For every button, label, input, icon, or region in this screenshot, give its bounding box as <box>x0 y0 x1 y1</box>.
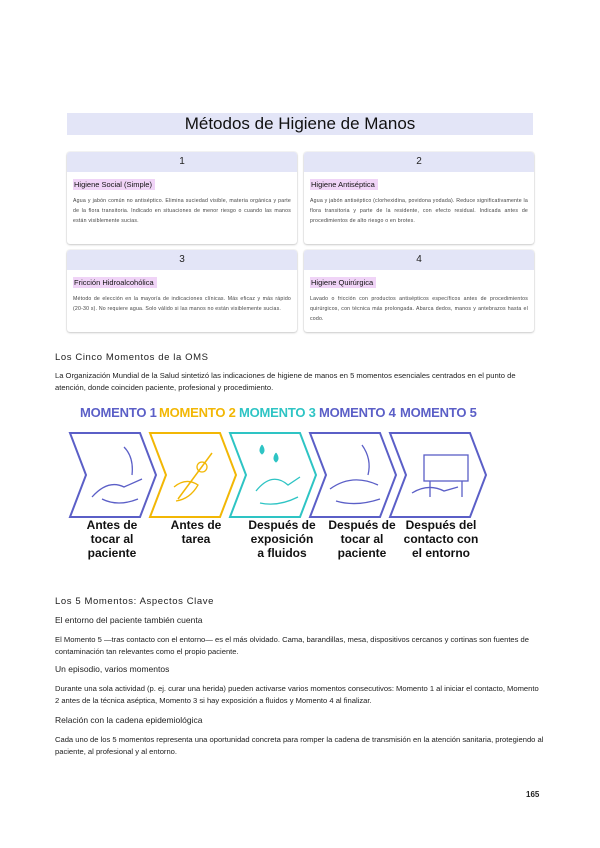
method-card-2 <box>304 152 534 244</box>
page-number: 165 <box>526 790 540 799</box>
card-number: 1 <box>67 152 297 172</box>
paragraph-entorno: El Momento 5 —tras contacto con el entorno— es el más olvidado. Cama, barandillas, mesa, dispositivos cercanos y cortinas son fuentes de contaminación tan relevantes como el propio paciente. <box>55 635 530 656</box>
card-title: Higiene Antiséptica <box>310 179 378 190</box>
paragraph-episodio: Durante una sola actividad (p. ej. curar una herida) pueden activarse varios momentos consecutivos: Momento 1 al iniciar el contacto, Momento 2 antes de la técnica aséptica, Momento 3 si hay exposición a fluidos y Momento 4 al finalizar. <box>55 684 539 705</box>
section-heading-key-aspects: Los 5 Momentos: Aspectos Clave <box>55 596 214 607</box>
section-heading-oms: Los Cinco Momentos de la OMS <box>55 352 209 363</box>
moment-4-caption: Después de tocar al paciente <box>328 518 396 560</box>
card-number: 2 <box>304 152 534 172</box>
moment-1-label: MOMENTO 1 <box>80 405 157 420</box>
moment-3-chevron <box>230 433 316 517</box>
card-body: Agua y jabón antiséptico (clorhexidina, povidona yodada). Reduce significativamente la flora transitoria y parte de la residente, con efecto residual. Indicada antes de procedimientos de alto riesgo o en brotes. <box>310 198 528 224</box>
moment-4-chevron <box>310 433 396 517</box>
moment-1-chevron <box>70 433 156 517</box>
moment-5-label: MOMENTO 5 <box>400 405 477 420</box>
moment-5-chevron <box>390 433 486 517</box>
method-card-1 <box>67 152 297 244</box>
moment-3-caption: Después de exposición a fluidos <box>248 518 316 560</box>
card-body: Lavado o fricción con productos antisépticos específicos antes de procedimientos quirúrgicos, con técnica más prolongada. Abarca dedos, manos y antebrazos hasta el codo. <box>310 296 528 322</box>
subheading-entorno: El entorno del paciente también cuenta <box>55 615 203 625</box>
card-body: Método de elección en la mayoría de indicaciones clínicas. Más eficaz y más rápido (20-30 s). No requiere agua. Solo válido si las manos no están visiblemente sucias. <box>73 296 291 312</box>
moment-2-chevron <box>150 433 236 517</box>
card-number: 3 <box>67 250 297 270</box>
five-moments-figure <box>62 405 494 565</box>
moments-chevrons <box>62 427 494 527</box>
card-title: Higiene Social (Simple) <box>73 179 155 190</box>
method-card-4 <box>304 250 534 332</box>
card-title: Fricción Hidroalcohólica <box>73 277 157 288</box>
paragraph-cadena: Cada uno de los 5 momentos representa una oportunidad concreta para romper la cadena de transmisión en la atención sanitaria, protegiendo al paciente, al profesional y al entorno. <box>55 735 544 756</box>
moment-1-caption: Antes de tocar al paciente <box>86 518 138 560</box>
method-card-3 <box>67 250 297 332</box>
moment-3-label: MOMENTO 3 <box>239 405 316 420</box>
subheading-episodio: Un episodio, varios momentos <box>55 664 170 674</box>
page-title: Métodos de Higiene de Manos <box>67 113 533 135</box>
card-number: 4 <box>304 250 534 270</box>
moment-2-label: MOMENTO 2 <box>159 405 236 420</box>
moment-4-label: MOMENTO 4 <box>319 405 396 420</box>
moment-2-caption: Antes de tarea <box>170 518 222 546</box>
section-paragraph-oms: La Organización Mundial de la Salud sintetizó las indicaciones de higiene de manos en 5 momentos esenciales centrados en el punto de atención, donde coinciden paciente, profesional y procedimiento. <box>55 371 516 392</box>
subheading-cadena: Relación con la cadena epidemiológica <box>55 715 203 725</box>
card-body: Agua y jabón común no antiséptico. Elimina suciedad visible, materia orgánica y parte de la flora transitoria. Indicado en situaciones de menor riesgo o cuando las manos están visiblemente sucias. <box>73 198 291 224</box>
card-title: Higiene Quirúrgica <box>310 277 376 288</box>
moment-5-caption: Después del contacto con el entorno <box>403 518 479 560</box>
